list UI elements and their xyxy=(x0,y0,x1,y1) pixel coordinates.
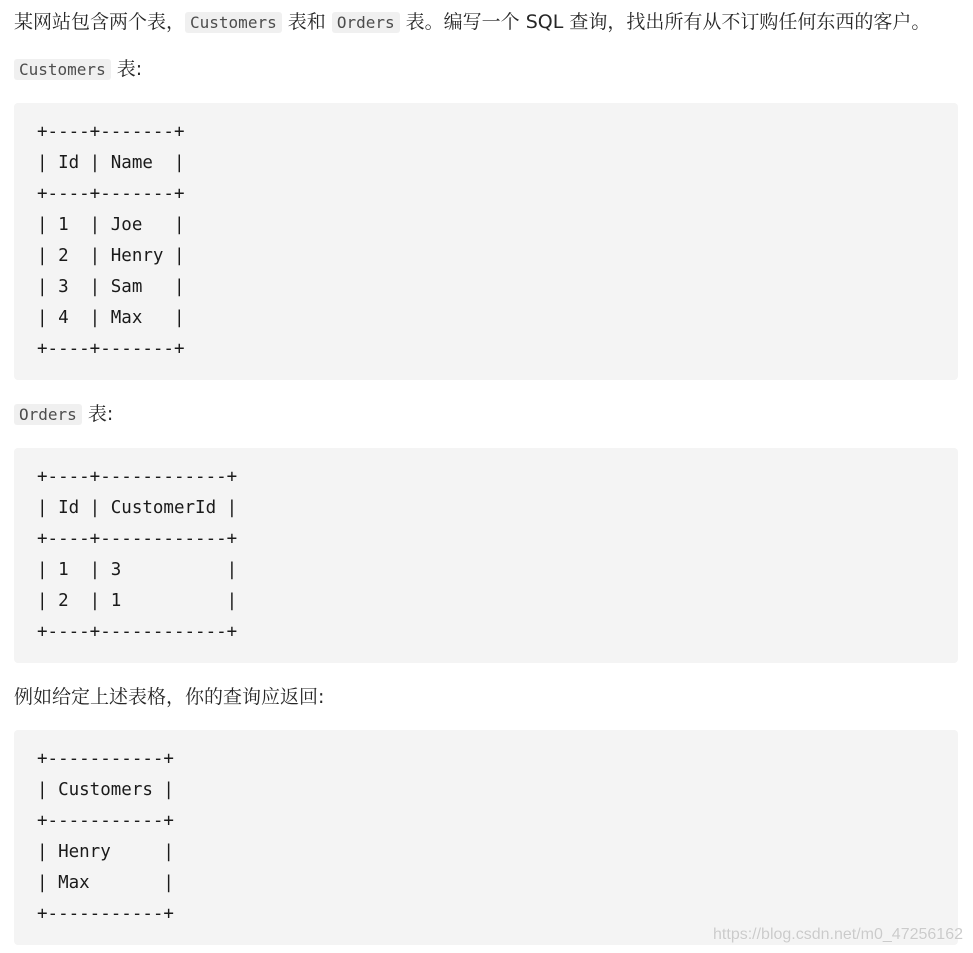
intro-text-before: 某网站包含两个表， xyxy=(14,11,186,33)
customers-table-block xyxy=(14,103,958,380)
orders-table-text: +----+------------+ | Id | CustomerId | +----+------------+ | 1 | 3 | | 2 | 1 | +----+------------+ xyxy=(37,467,238,642)
orders-table-block xyxy=(14,448,958,663)
example-text: 例如给定上述表格，你的查询应返回: xyxy=(14,686,325,708)
customers-heading-code: Customers xyxy=(14,59,111,80)
orders-heading-suffix: 表: xyxy=(81,403,114,425)
result-table-block xyxy=(14,730,958,945)
customers-table-text: +----+-------+ | Id | Name | +----+-------+ | 1 | Joe | | 2 | Henry | | 3 | Sam | | 4 | Max | +----+-------+ xyxy=(37,122,185,359)
result-table-text: +-----------+ | Customers | +-----------+ | Henry | | Max | +-----------+ xyxy=(37,749,174,924)
orders-heading-code: Orders xyxy=(14,404,82,425)
customers-heading-suffix: 表: xyxy=(110,58,143,80)
watermark-url: https://blog.csdn.net/m0_47256162 xyxy=(713,926,963,943)
orders-heading xyxy=(14,400,113,429)
intro-text-middle: 表和 xyxy=(281,11,332,33)
customers-table-name: Customers xyxy=(185,12,282,33)
problem-intro xyxy=(14,8,930,37)
orders-table-name: Orders xyxy=(332,12,400,33)
intro-text-after: 表。编写一个 SQL 查询，找出所有从不订购任何东西的客户。 xyxy=(399,11,931,33)
customers-heading xyxy=(14,55,142,84)
